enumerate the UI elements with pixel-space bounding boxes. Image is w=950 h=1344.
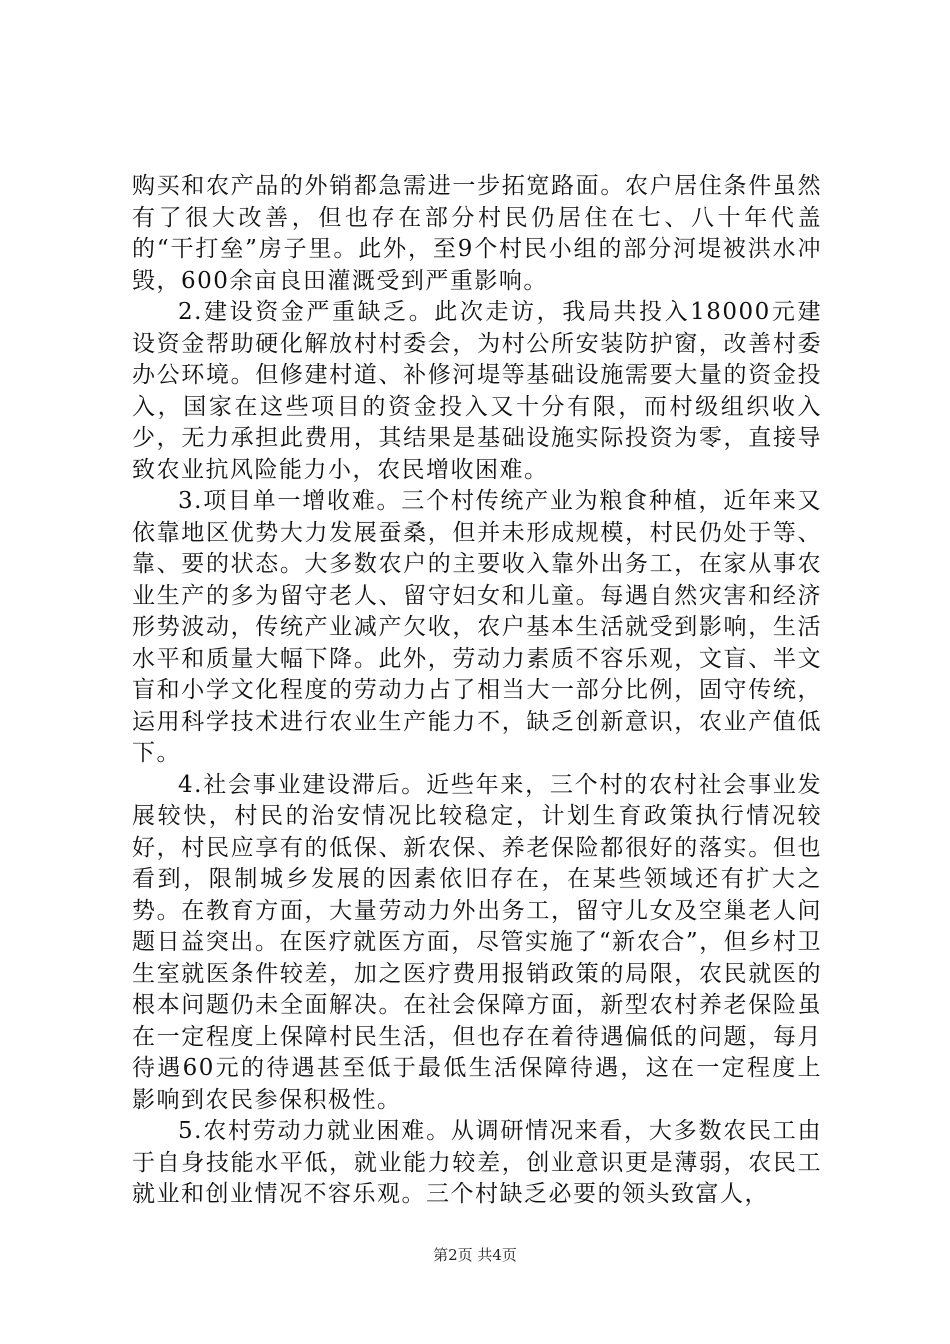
paragraph-3: 3.项目单一增收难。三个村传统产业为粮食种植，近年来又依靠地区优势大力发展蚕桑，但并未形成规模，村民仍处于等、靠、要的状态。大多数农户的主要收入靠外出务工，在家从事农业生产的多为留守老人、留守妇女和儿童。每遇自然灾害和经济形势波动，传统产业减产欠收，农户基本生活就受到影响，生活水平和质量大幅下降。此外，劳动力素质不容乐观，文盲、半文盲和小学文化程度的劳动力占了相当大一部分比例，固守传统，运用科学技术进行农业生产能力不，缺乏创新意识，农业产值低下。	[132, 488, 822, 766]
paragraph-2: 2.建设资金严重缺乏。此次走访，我局共投入18000元建设资金帮助硬化解放村村委会，为村公所安装防护窗，改善村委办公环境。但修建村道、补修河堤等基础设施需要大量的资金投入，国家在这些项目的资金投入又十分有限，而村级组织收入少，无力承担此费用，其结果是基础设施实际投资为零，直接导致农业抗风险能力小，农民增收困难。	[132, 299, 822, 483]
paragraph-5: 5.农村劳动力就业困难。从调研情况来看，大多数农民工由于自身技能水平低，就业能力较差，创业意识更是薄弱，农民工就业和创业情况不容乐观。三个村缺乏必要的领头致富人，	[132, 1118, 822, 1207]
page-number: 第2页 共4页	[433, 1246, 517, 1264]
paragraph-4: 4.社会事业建设滞后。近些年来，三个村的农村社会事业发展较快，村民的治安情况比较稳定，计划生育政策执行情况较好，村民应享有的低保、新农保、养老保险都很好的落实。但也看到，限制城乡发展的因素依旧存在，在某些领域还有扩大之势。在教育方面，大量劳动力外出务工，留守儿女及空巢老人问题日益突出。在医疗就医方面，尽管实施了“新农合”，但乡村卫生室就医条件较差，加之医疗费用报销政策的局限，农民就医的根本问题仍未全面解决。在社会保障方面，新型农村养老保险虽在一定程度上保障村民生活，但也存在着待遇偏低的问题，每月待遇60元的待遇甚至低于最低生活保障待遇，这在一定程度上影响到农民参保积极性。	[132, 771, 822, 1113]
page-footer	[0, 1244, 950, 1265]
paragraph-1: 购买和农产品的外销都急需进一步拓宽路面。农户居住条件虽然有了很大改善，但也存在部分村民仍居住在七、八十年代盖的“干打垒”房子里。此外，至9个村民小组的部分河堤被洪水冲毁，600余亩良田灌溉受到严重影响。	[132, 173, 822, 294]
body-text	[132, 171, 822, 1211]
